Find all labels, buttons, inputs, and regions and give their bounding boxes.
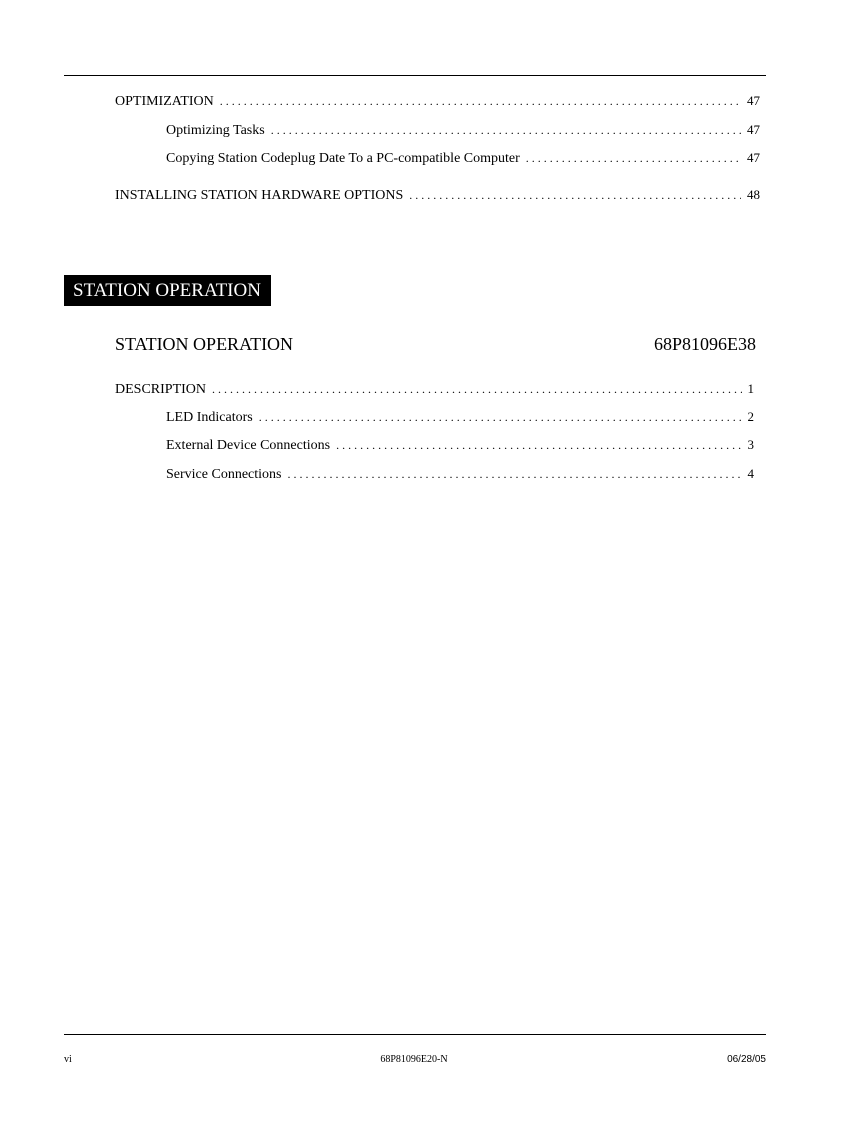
toc-entry-label: LED Indicators	[166, 410, 253, 425]
section-banner: STATION OPERATION	[64, 275, 271, 306]
toc-entry-page: 47	[747, 122, 760, 137]
toc-dot-leader	[287, 465, 741, 483]
footer-date: 06/28/05	[727, 1054, 766, 1065]
toc-entry-page: 47	[747, 150, 760, 165]
footer-page-number: vi	[64, 1054, 72, 1065]
toc-dot-leader	[526, 149, 741, 167]
toc-entry-label: External Device Connections	[166, 438, 331, 453]
toc-entry-label: Optimizing Tasks	[166, 123, 265, 138]
toc-entry-installing-hardware-options[interactable]	[115, 186, 760, 205]
toc-dot-leader	[212, 380, 741, 398]
toc-entry-page: 2	[747, 409, 754, 424]
toc-entry-label: INSTALLING STATION HARDWARE OPTIONS	[115, 188, 404, 203]
header-rule	[64, 75, 766, 76]
toc-entry-page: 1	[747, 381, 754, 396]
toc-dot-leader	[409, 186, 741, 204]
toc-entry-page: 48	[747, 187, 760, 202]
toc-dot-leader	[336, 436, 741, 454]
manual-number: 68P81096E38	[653, 334, 756, 354]
toc-entry-page: 47	[747, 93, 760, 108]
toc-entry-label: DESCRIPTION	[115, 382, 207, 397]
toc-entry-label: Service Connections	[166, 467, 282, 482]
toc-dot-leader	[271, 121, 741, 139]
toc-entry-label: OPTIMIZATION	[115, 94, 214, 109]
toc-entry-copying-codeplug[interactable]	[166, 149, 760, 168]
toc-entry-service-connections[interactable]	[166, 465, 754, 484]
toc-entry-external-device-connections[interactable]	[166, 436, 754, 455]
manual-title: STATION OPERATION	[115, 334, 294, 354]
footer-rule	[64, 1034, 766, 1035]
toc-entry-led-indicators[interactable]	[166, 408, 754, 427]
toc-entry-optimizing-tasks[interactable]	[166, 121, 760, 140]
toc-entry-page: 3	[747, 437, 754, 452]
toc-dot-leader	[259, 408, 742, 426]
toc-entry-label: Copying Station Codeplug Date To a PC-compatible Computer	[166, 151, 520, 166]
toc-entry-description[interactable]	[115, 380, 754, 399]
toc-entry-optimization[interactable]	[115, 92, 760, 111]
footer-doc-number: 68P81096E20-N	[380, 1054, 448, 1065]
toc-dot-leader	[220, 92, 741, 110]
toc-entry-page: 4	[747, 466, 754, 481]
